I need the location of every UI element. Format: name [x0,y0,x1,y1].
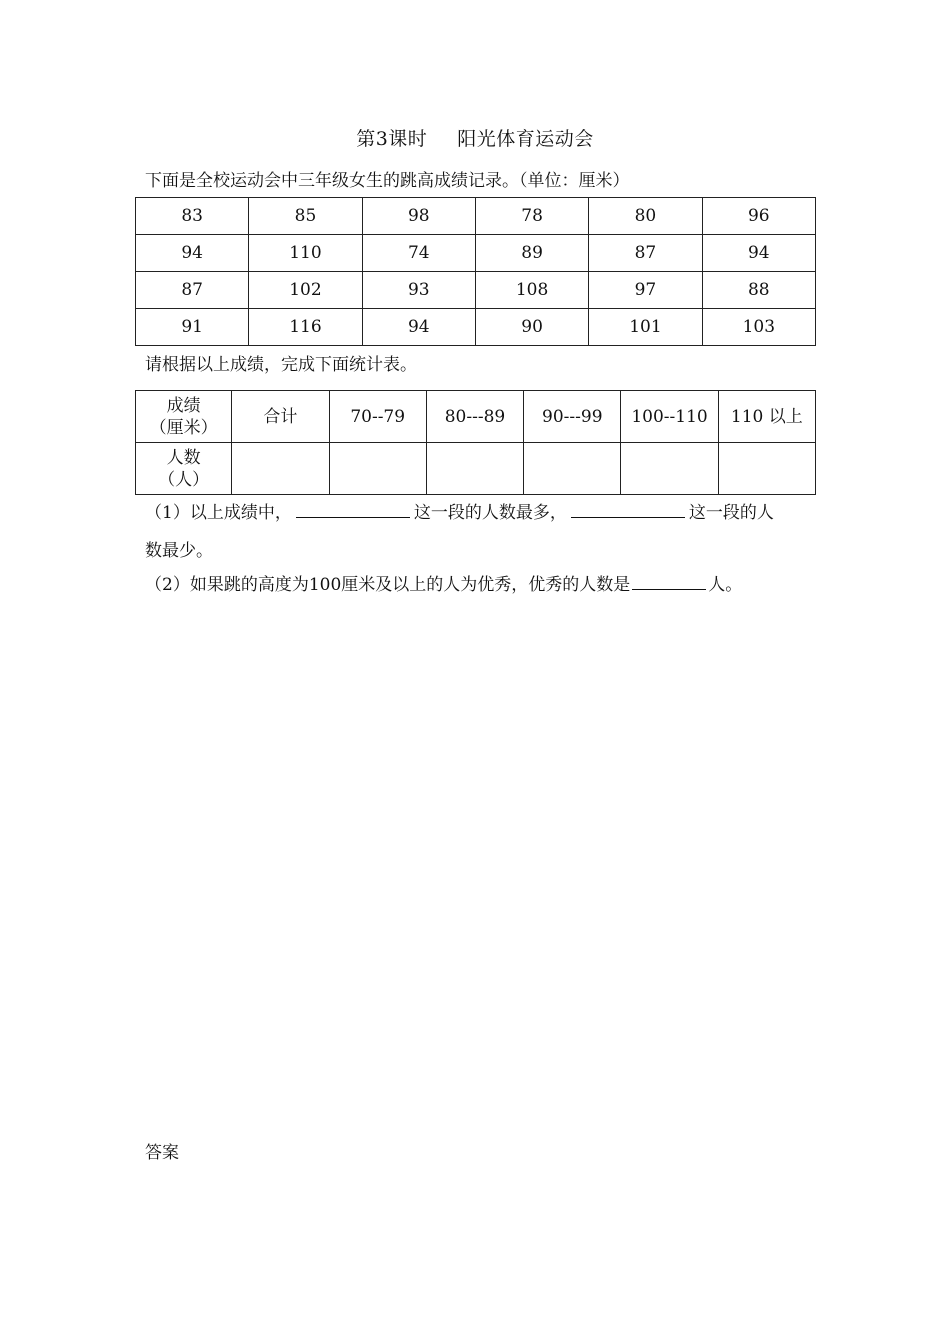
column-header-total: 合计 [232,391,329,443]
instruction-text: 请根据以上成绩，完成下面统计表。 [145,355,417,375]
column-header-90-99: 90---99 [524,391,621,443]
question-2-lead: （2）如果跳的高度为100厘米及以上的人为优秀，优秀的人数是 [145,575,631,595]
scores-row [136,272,816,309]
question-1-middle: 这一段的人数最多， [413,503,567,523]
score-cell: 94 [136,235,249,272]
score-cell: 87 [136,272,249,309]
count-header-unit: （人） [158,469,210,490]
question-2-tail: 人。 [708,575,743,595]
score-cell: 88 [702,272,815,309]
question-1-tail: 这一段的人 [688,503,774,523]
statistics-table [135,390,816,495]
score-cell: 78 [475,198,588,235]
stats-count-row [136,443,816,495]
score-cell: 83 [136,198,249,235]
score-cell: 91 [136,309,249,346]
count-cell-90-99[interactable] [524,443,621,495]
lesson-topic: 阳光体育运动会 [457,128,594,150]
question-1 [145,498,774,523]
page-title [0,124,950,151]
intro-text: 下面是全校运动会中三年级女生的跳高成绩记录。（单位：厘米） [145,171,630,191]
scores-row [136,309,816,346]
score-cell: 108 [475,272,588,309]
score-cell: 87 [589,235,702,272]
answer-blank-least[interactable] [571,499,685,518]
score-header-label: 成绩 [166,395,201,416]
count-header-cell [136,443,232,495]
count-header-label: 人数 [166,447,201,468]
scores-row [136,198,816,235]
count-cell-110-plus[interactable] [718,443,815,495]
score-cell: 94 [702,235,815,272]
score-cell: 103 [702,309,815,346]
score-header-unit: （厘米） [149,417,218,438]
score-cell: 94 [362,309,475,346]
score-cell: 101 [589,309,702,346]
score-header-cell [136,391,232,443]
score-cell: 85 [249,198,362,235]
score-cell: 74 [362,235,475,272]
score-cell: 90 [475,309,588,346]
scores-row [136,235,816,272]
score-cell: 98 [362,198,475,235]
column-header-70-79: 70--79 [329,391,426,443]
scores-table [135,197,816,346]
column-header-110-plus: 110 以上 [718,391,815,443]
score-cell: 89 [475,235,588,272]
question-2 [145,570,742,595]
count-cell-80-89[interactable] [426,443,523,495]
score-cell: 116 [249,309,362,346]
column-header-100-110: 100--110 [621,391,718,443]
count-cell-100-110[interactable] [621,443,718,495]
score-cell: 102 [249,272,362,309]
score-cell: 96 [702,198,815,235]
count-cell-70-79[interactable] [329,443,426,495]
answer-heading: 答案 [145,1143,179,1163]
score-cell: 80 [589,198,702,235]
question-1-continuation: 数最少。 [145,541,213,561]
stats-header-row [136,391,816,443]
score-cell: 110 [249,235,362,272]
count-cell-total[interactable] [232,443,329,495]
lesson-number: 第3课时 [356,128,428,150]
question-1-lead: （1）以上成绩中， [145,503,292,523]
answer-blank-excellent-count[interactable] [632,571,706,590]
score-cell: 93 [362,272,475,309]
answer-blank-most[interactable] [296,499,410,518]
column-header-80-89: 80---89 [426,391,523,443]
score-cell: 97 [589,272,702,309]
